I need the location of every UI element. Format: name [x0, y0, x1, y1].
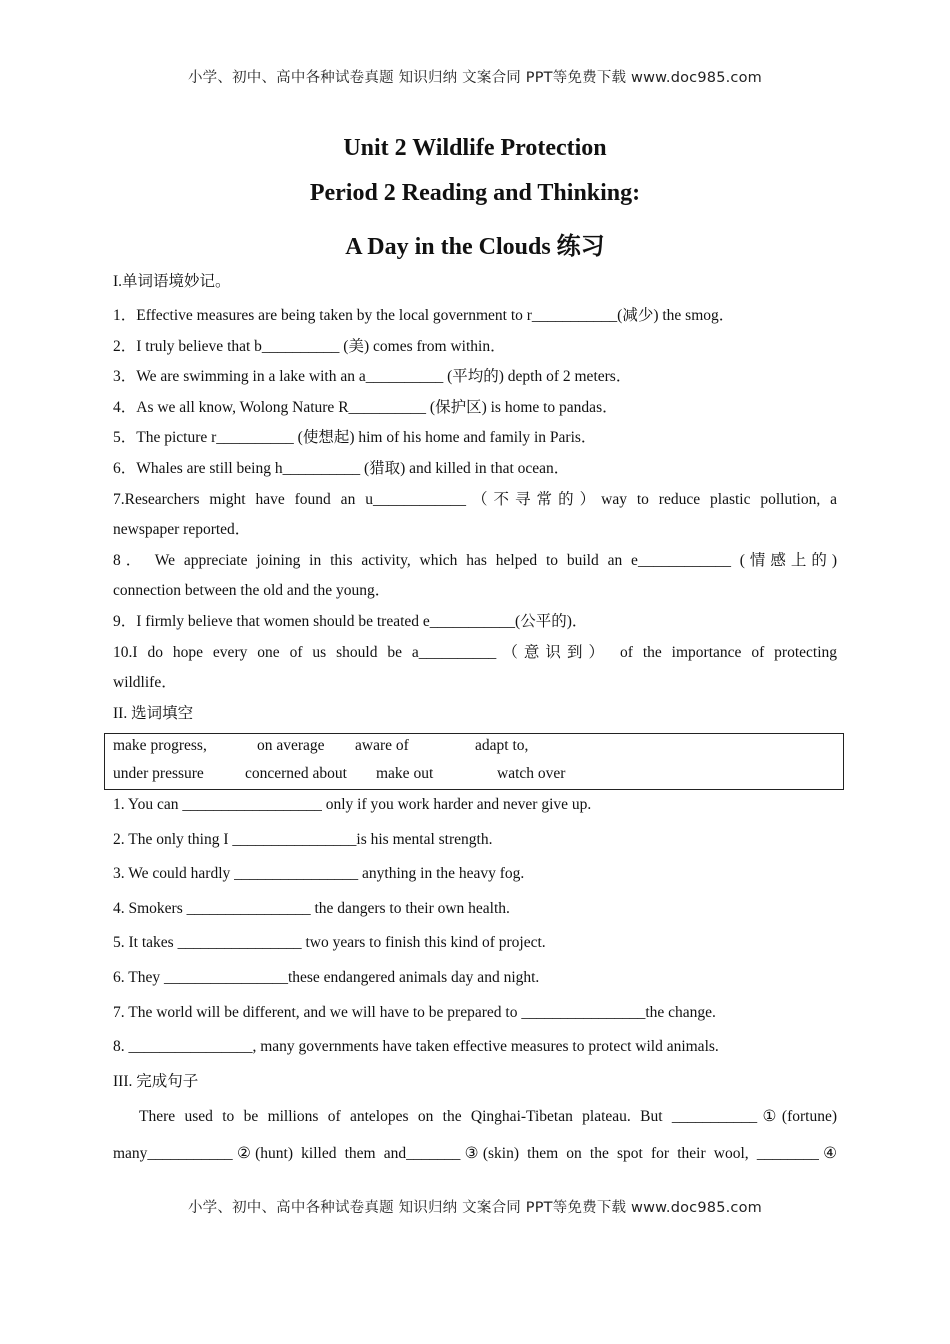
fill-item-8: 8. ________________, many governments have taken effective measures to protect wild animals.: [113, 1038, 719, 1055]
section-1-heading: I.单词语境妙记。: [113, 273, 231, 290]
section-3-heading: III. 完成句子: [113, 1073, 199, 1090]
vocab-item-10: 10.I do hope every one of us should be a__________（意识到） of the importance of protecting: [113, 644, 837, 661]
passage-line-1: There used to be millions of antelopes on the Qinghai-Tibetan plateau. But ___________①(fortune): [139, 1108, 837, 1125]
word-bank-item: aware of: [355, 737, 409, 754]
word-bank-item: on average: [257, 737, 325, 754]
vocab-item-5: 5．The picture r__________ (使想起) him of his home and family in Paris．: [113, 429, 597, 446]
word-bank-item: adapt to,: [475, 737, 529, 754]
vocab-item-8-cont: connection between the old and the young．: [113, 582, 391, 599]
title-lesson: A Day in the Clouds 练习: [345, 234, 605, 260]
fill-item-5: 5. It takes ________________ two years to finish this kind of project.: [113, 934, 546, 951]
vocab-item-7-cont: newspaper reported．: [113, 521, 251, 538]
vocab-item-7: 7.Researchers might have found an u____________（不寻常的）way to reduce plastic pollution, a: [113, 491, 837, 508]
fill-item-6: 6. They ________________these endangered animals day and night.: [113, 969, 540, 986]
fill-item-2: 2. The only thing I ________________is his mental strength.: [113, 831, 493, 848]
fill-item-7: 7. The world will be different, and we will have to be prepared to ________________the change.: [113, 1004, 716, 1021]
vocab-item-8: 8． We appreciate joining in this activity, which has helped to build an e____________ (情感上的): [113, 552, 837, 569]
vocab-item-6: 6．Whales are still being h__________ (猎取) and killed in that ocean．: [113, 460, 570, 477]
fill-item-4: 4. Smokers ________________ the dangers to their own health.: [113, 900, 510, 917]
page-header: 小学、初中、高中各种试卷真题 知识归纳 文案合同 PPT等免费下载 www.doc985.com: [187, 70, 763, 86]
vocab-item-10-cont: wildlife．: [113, 674, 177, 691]
vocab-item-4: 4．As we all know, Wolong Nature R__________ (保护区) is home to pandas．: [113, 399, 618, 416]
fill-item-1: 1. You can __________________ only if you work harder and never give up.: [113, 796, 592, 813]
word-bank-item: concerned about: [245, 765, 347, 782]
vocab-item-3: 3．We are swimming in a lake with an a__________ (平均的) depth of 2 meters．: [113, 368, 632, 385]
word-bank-item: make progress,: [113, 737, 207, 754]
section-2-heading: II. 选词填空: [113, 705, 194, 722]
vocab-item-9: 9．I firmly believe that women should be treated e___________(公平的)．: [113, 613, 588, 630]
word-bank-item: watch over: [497, 765, 566, 782]
vocab-item-1: 1．Effective measures are being taken by the local government to r___________(减少) the smog．: [113, 307, 735, 324]
page-footer: 小学、初中、高中各种试卷真题 知识归纳 文案合同 PPT等免费下载 www.doc985.com: [187, 1200, 763, 1216]
word-bank-item: under pressure: [113, 765, 204, 782]
title-period: Period 2 Reading and Thinking:: [309, 180, 641, 206]
passage-line-2: many___________②(hunt) killed them and_______③(skin) them on the spot for their wool, ________④: [113, 1145, 837, 1162]
title-unit: Unit 2 Wildlife Protection: [343, 135, 607, 161]
word-bank-item: make out: [376, 765, 434, 782]
fill-item-3: 3. We could hardly ________________ anything in the heavy fog.: [113, 865, 525, 882]
vocab-item-2: 2．I truly believe that b__________ (美) comes from within．: [113, 338, 506, 355]
word-bank-box: [104, 733, 844, 790]
